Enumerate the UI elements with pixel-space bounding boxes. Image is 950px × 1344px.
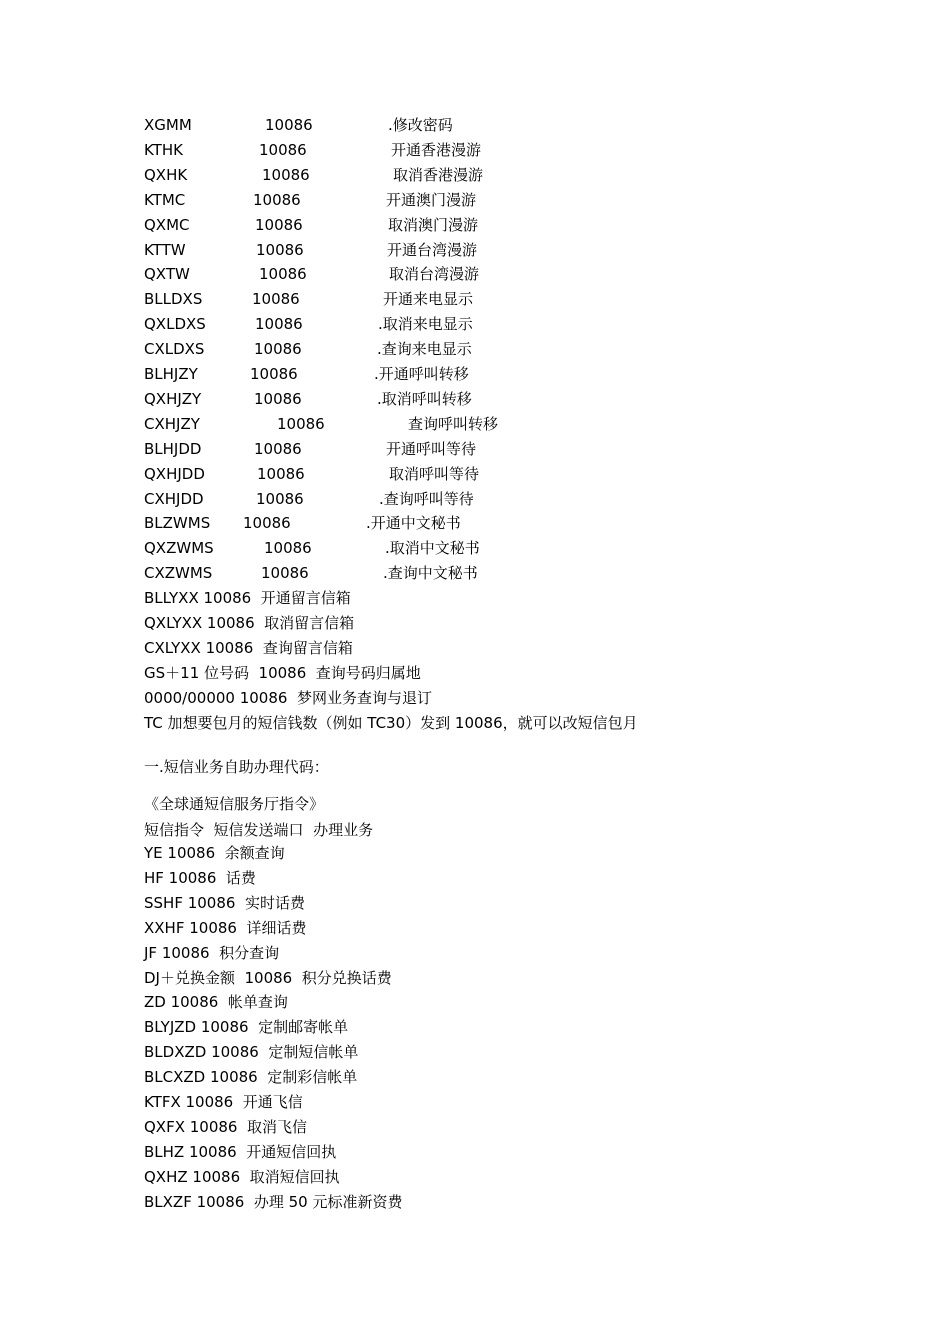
service-description: 取消台湾漫游 [389,265,480,283]
service-description: 查询呼叫转移 [408,415,499,433]
command-code: CXHJZY [144,415,200,433]
service-description: 开通香港漫游 [391,141,482,159]
section-heading: 一.短信业务自助办理代码： [144,758,329,776]
list-item: XXHF 10086 详细话费 [144,919,307,937]
port-number: 10086 [262,166,310,184]
list-item: SSHF 10086 实时话费 [144,894,305,912]
list-item: BLCXZD 10086 定制彩信帐单 [144,1068,358,1086]
list-item: KTFX 10086 开通飞信 [144,1093,303,1111]
port-number: 10086 [259,265,307,283]
port-number: 10086 [255,315,303,333]
service-description: 开通澳门漫游 [386,191,477,209]
port-number: 10086 [243,514,291,532]
service-description: 取消澳门漫游 [388,216,479,234]
command-code: XGMM [144,116,192,134]
service-description: .开通呼叫转移 [374,365,469,383]
list-item: BLXZF 10086 办理 50 元标准新资费 [144,1193,403,1211]
column-header: 短信指令 短信发送端口 办理业务 [144,821,374,839]
service-description: 取消香港漫游 [393,166,484,184]
port-number: 10086 [253,191,301,209]
command-code: KTHK [144,141,183,159]
command-code: BLHJDD [144,440,202,458]
service-description: .开通中文秘书 [366,514,461,532]
list-item: HF 10086 话费 [144,869,256,887]
command-code: QXMC [144,216,190,234]
service-description: .取消中文秘书 [385,539,480,557]
port-number: 10086 [261,564,309,582]
list-item: DJ＋兑换金额 10086 积分兑换话费 [144,969,392,987]
port-number: 10086 [264,539,312,557]
command-code: CXLDXS [144,340,205,358]
command-code: KTTW [144,241,186,259]
list-item: QXLYXX 10086 取消留言信箱 [144,614,355,632]
command-code: QXZWMS [144,539,214,557]
service-description: .查询中文秘书 [383,564,478,582]
service-description: .查询呼叫等待 [379,490,474,508]
list-item: TC 加想要包月的短信钱数（例如 TC30）发到 10086，就可以改短信包月 [144,714,638,732]
port-number: 10086 [256,241,304,259]
port-number: 10086 [254,340,302,358]
command-code: CXZWMS [144,564,213,582]
port-number: 10086 [254,390,302,408]
list-item: BLYJZD 10086 定制邮寄帐单 [144,1018,349,1036]
service-description: 开通呼叫等待 [386,440,477,458]
port-number: 10086 [252,290,300,308]
command-code: QXHJZY [144,390,202,408]
list-item: QXHZ 10086 取消短信回执 [144,1168,340,1186]
command-code: QXHJDD [144,465,205,483]
service-description: .取消来电显示 [378,315,473,333]
command-code: QXLDXS [144,315,206,333]
port-number: 10086 [257,465,305,483]
list-item: CXLYXX 10086 查询留言信箱 [144,639,353,657]
section-subtitle: 《全球通短信服务厅指令》 [144,795,325,813]
list-item: BLLYXX 10086 开通留言信箱 [144,589,351,607]
command-code: BLZWMS [144,514,211,532]
list-item: BLHZ 10086 开通短信回执 [144,1143,337,1161]
list-item: JF 10086 积分查询 [144,944,280,962]
command-code: QXHK [144,166,188,184]
service-description: 开通台湾漫游 [387,241,478,259]
port-number: 10086 [255,216,303,234]
command-code: BLLDXS [144,290,203,308]
list-item: YE 10086 余额查询 [144,844,285,862]
list-item: BLDXZD 10086 定制短信帐单 [144,1043,359,1061]
command-code: CXHJDD [144,490,204,508]
list-item: GS＋11 位号码 10086 查询号码归属地 [144,664,421,682]
list-item: QXFX 10086 取消飞信 [144,1118,308,1136]
service-description: 取消呼叫等待 [389,465,480,483]
port-number: 10086 [259,141,307,159]
port-number: 10086 [250,365,298,383]
port-number: 10086 [277,415,325,433]
port-number: 10086 [256,490,304,508]
command-code: BLHJZY [144,365,198,383]
port-number: 10086 [254,440,302,458]
service-description: .查询来电显示 [377,340,472,358]
service-description: 开通来电显示 [383,290,474,308]
service-description: .取消呼叫转移 [377,390,472,408]
command-code: QXTW [144,265,190,283]
service-description: .修改密码 [388,116,453,134]
port-number: 10086 [265,116,313,134]
list-item: ZD 10086 帐单查询 [144,993,288,1011]
list-item: 0000/00000 10086 梦网业务查询与退订 [144,689,432,707]
command-code: KTMC [144,191,186,209]
